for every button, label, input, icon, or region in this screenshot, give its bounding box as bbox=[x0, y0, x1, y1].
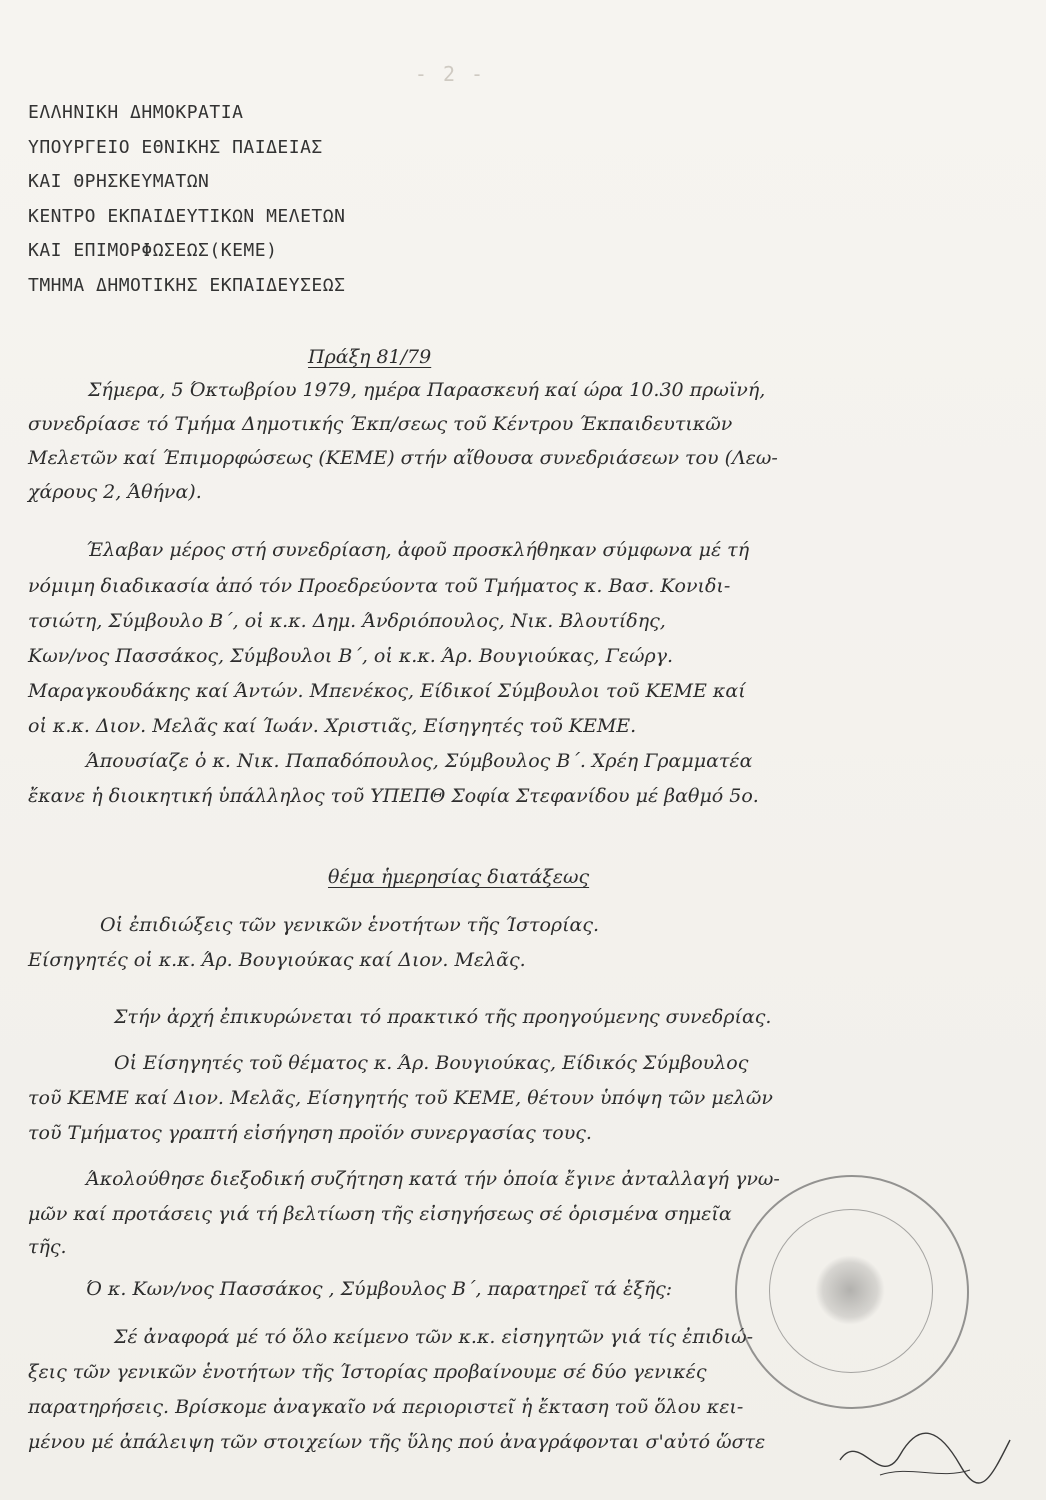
text-line: παρατηρήσεις. Βρίσκομε ἀναγκαῖο νά περιοριστεῖ ἡ ἔκταση τοῦ ὅλου κει- bbox=[28, 1396, 744, 1418]
text-line: οἱ κ.κ. Διον. Μελᾶς καί Ίωάν. Χριστιᾶς, Είσηγητές τοῦ ΚΕΜΕ. bbox=[28, 715, 637, 737]
page-number: - 2 - bbox=[414, 62, 486, 86]
text-line: Κων/νος Πασσάκος, Σύμβουλοι Β΄, οἱ κ.κ. Άρ. Βουγιούκας, Γεώργ. bbox=[28, 645, 674, 667]
letterhead-line: ΥΠΟΥΡΓΕΙΟ ΕΘΝΙΚΗΣ ΠΑΙΔΕΙΑΣ bbox=[28, 136, 323, 158]
seal-emblem-icon bbox=[815, 1255, 885, 1325]
text-line: Άκολούθησε διεξοδική συζήτηση κατά τήν ὁποία ἔγινε ἀνταλλαγή γνω- bbox=[86, 1168, 780, 1190]
text-line: Οἱ Είσηγητές τοῦ θέματος κ. Άρ. Βουγιούκας, Είδικός Σύμβουλος bbox=[114, 1052, 749, 1074]
text-line: ἔκανε ἡ διοικητική ὑπάλληλος τοῦ ΥΠΕΠΘ Σοφία Στεφανίδου μέ βαθμό 5ο. bbox=[28, 785, 759, 807]
text-line: μῶν καί προτάσεις γιά τή βελτίωση τῆς εἰσηγήσεως σέ ὁρισμένα σημεῖα bbox=[28, 1203, 732, 1225]
text-line: Μελετῶν καί Έπιμορφώσεως (ΚΕΜΕ) στήν αἴθουσα συνεδριάσεων του (Λεω- bbox=[28, 447, 778, 469]
text-line: Μαραγκουδάκης καί Άντών. Μπενέκος, Είδικοί Σύμβουλοι τοῦ ΚΕΜΕ καί bbox=[28, 680, 746, 702]
text-line: ξεις τῶν γενικῶν ἑνοτήτων τῆς Ίστορίας προβαίνουμε σέ δύο γενικές bbox=[28, 1361, 707, 1383]
praxi-title: Πράξη 81/79 bbox=[308, 346, 432, 368]
letterhead-line: ΚΑΙ ΘΡΗΣΚΕΥΜΑΤΩΝ bbox=[28, 171, 210, 192]
letterhead-line: ΕΛΛΗΝΙΚΗ ΔΗΜΟΚΡΑΤΙΑ bbox=[28, 102, 244, 123]
signature bbox=[820, 1420, 1020, 1500]
text-line: Ό κ. Κων/νος Πασσάκος , Σύμβουλος Β΄, παρατηρεῖ τά ἑξῆς: bbox=[86, 1278, 673, 1300]
official-seal bbox=[735, 1175, 969, 1409]
text-line: χάρους 2, Άθήνα). bbox=[28, 481, 202, 503]
text-line: Άπουσίαζε ὁ κ. Νικ. Παπαδόπουλος, Σύμβουλος Β΄. Χρέη Γραμματέα bbox=[86, 750, 753, 772]
agenda-heading: θέμα ἡμερησίας διατάξεως bbox=[328, 866, 590, 888]
text-line: Σήμερα, 5 Όκτωβρίου 1979, ημέρα Παρασκευή καί ώρα 10.30 πρωϊνή, bbox=[88, 379, 766, 401]
text-line: τοῦ ΚΕΜΕ καί Διον. Μελᾶς, Είσηγητής τοῦ ΚΕΜΕ, θέτουν ὑπόψη τῶν μελῶν bbox=[28, 1087, 773, 1109]
letterhead-line: ΤΜΗΜΑ ΔΗΜΟΤΙΚΗΣ ΕΚΠΑΙΔΕΥΣΕΩΣ bbox=[28, 274, 346, 296]
letterhead-line: ΚΕΝΤΡΟ ΕΚΠΑΙΔΕΥΤΙΚΩΝ ΜΕΛΕΤΩΝ bbox=[28, 205, 346, 227]
text-line: τοῦ Τμήματος γραπτή εἰσήγηση προϊόν συνεργασίας τους. bbox=[28, 1122, 592, 1144]
text-line: Στήν ἀρχή ἐπικυρώνεται τό πρακτικό τῆς προηγούμενης συνεδρίας. bbox=[114, 1006, 772, 1028]
text-line: Είσηγητές οἱ κ.κ. Άρ. Βουγιούκας καί Διον. Μελᾶς. bbox=[28, 949, 526, 971]
letterhead bbox=[28, 96, 345, 303]
text-line: Οἱ ἐπιδιώξεις τῶν γενικῶν ἑνοτήτων τῆς Ίστορίας. bbox=[100, 914, 600, 936]
text-line: συνεδρίασε τό Τμήμα Δημοτικής Έκπ/σεως τοῦ Κέντρου Έκπαιδευτικῶν bbox=[28, 413, 733, 435]
text-line: Έλαβαν μέρος στή συνεδρίαση, ἀφοῦ προσκλήθηκαν σύμφωνα μέ τή bbox=[86, 539, 750, 561]
text-line: Σέ ἀναφορά μέ τό ὅλο κείμενο τῶν κ.κ. εἰσηγητῶν γιά τίς ἐπιδιώ- bbox=[114, 1326, 754, 1348]
letterhead-line: ΚΑΙ ΕΠΙΜΟΡΦΩΣΕΩΣ(ΚΕΜΕ) bbox=[28, 240, 278, 261]
text-line: τσιώτη, Σύμβουλο Β΄, οἱ κ.κ. Δημ. Άνδριόπουλος, Νικ. Βλουτίδης, bbox=[28, 610, 666, 632]
text-line: νόμιμη διαδικασία ἀπό τόν Προεδρεύοντα τοῦ Τμήματος κ. Βασ. Κονιδι- bbox=[28, 575, 731, 597]
text-line: τῆς. bbox=[28, 1236, 67, 1258]
text-line: μένου μέ ἀπάλειψη τῶν στοιχείων τῆς ὕλης πού ἀναγράφονται σ'αὐτό ὥστε bbox=[28, 1431, 766, 1453]
